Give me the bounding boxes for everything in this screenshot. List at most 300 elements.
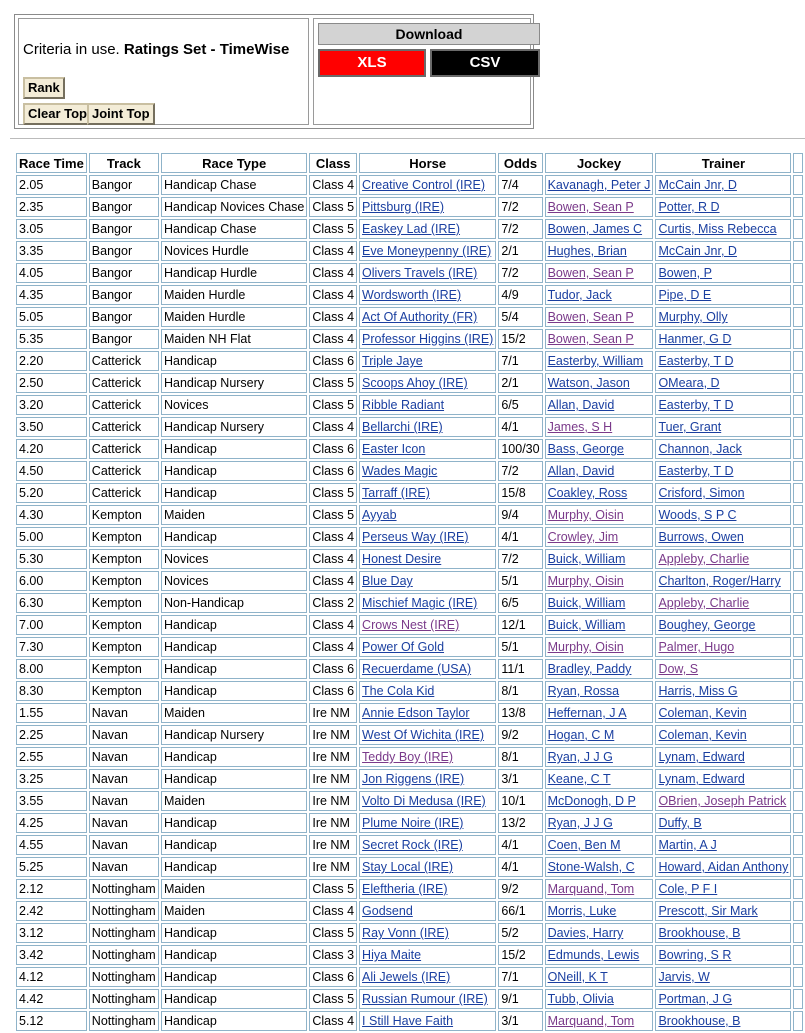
race-type-cell: Handicap (161, 351, 307, 371)
jockey-cell (545, 351, 654, 371)
trainer-cell (655, 263, 791, 283)
jockey-cell (545, 813, 654, 833)
jockey-link[interactable]: Murphy, Oisin (547, 508, 624, 522)
jockey-link[interactable]: Buick, William (547, 596, 626, 610)
trainer-link[interactable]: Crisford, Simon (658, 486, 745, 500)
jockey-cell (545, 835, 654, 855)
horse-cell (359, 769, 496, 789)
jockey-cell (545, 879, 654, 899)
class-cell: Class 4 (309, 1011, 357, 1031)
track-cell: Kempton (89, 681, 159, 701)
race-time-cell: 3.05 (16, 219, 87, 239)
jockey-link[interactable]: Hughes, Brian (547, 244, 627, 258)
trainer-link[interactable]: Coleman, Kevin (658, 706, 747, 720)
horse-link[interactable]: Stay Local (IRE) (362, 860, 454, 874)
trainer-link[interactable]: McCain Jnr, D (658, 244, 737, 258)
horse-link[interactable]: Teddy Boy (IRE) (362, 750, 454, 764)
horse-link[interactable]: Olivers Travels (IRE) (362, 266, 478, 280)
overflow-cell (793, 307, 803, 327)
trainer-link[interactable]: Charlton, Roger/Harry (658, 574, 781, 588)
trainer-link[interactable]: Tuer, Grant (658, 420, 722, 434)
table-row (16, 395, 803, 415)
overflow-cell (793, 835, 803, 855)
race-type-cell: Handicap Nursery (161, 725, 307, 745)
overflow-cell (793, 901, 803, 921)
horse-link[interactable]: Hiya Maite (362, 948, 422, 962)
overflow-cell (793, 681, 803, 701)
race-time-cell: 2.35 (16, 197, 87, 217)
overflow-cell (793, 527, 803, 547)
trainer-link[interactable]: Lynam, Edward (658, 750, 745, 764)
table-row (16, 439, 803, 459)
class-cell: Class 2 (309, 593, 357, 613)
horse-link[interactable]: Ali Jewels (IRE) (362, 970, 451, 984)
odds-cell: 15/2 (498, 945, 542, 965)
horse-link[interactable]: Plume Noire (IRE) (362, 816, 464, 830)
overflow-cell (793, 219, 803, 239)
horse-cell (359, 505, 496, 525)
overflow-cell (793, 659, 803, 679)
overflow-cell (793, 505, 803, 525)
horse-link[interactable]: Eleftheria (IRE) (362, 882, 448, 896)
track-cell: Bangor (89, 175, 159, 195)
jockey-link[interactable]: Bowen, Sean P (547, 310, 634, 324)
download-title: Download (318, 23, 540, 45)
class-cell: Class 5 (309, 505, 357, 525)
jockey-cell (545, 725, 654, 745)
class-cell: Class 4 (309, 329, 357, 349)
horse-link[interactable]: Power Of Gold (362, 640, 445, 654)
class-cell: Class 6 (309, 681, 357, 701)
class-cell: Class 4 (309, 901, 357, 921)
trainer-link[interactable]: Easterby, T D (658, 398, 734, 412)
race-type-cell: Maiden (161, 901, 307, 921)
trainer-link[interactable]: Martin, A J (658, 838, 717, 852)
horse-link[interactable]: Wades Magic (362, 464, 438, 478)
table-row (16, 791, 803, 811)
horse-link[interactable]: West Of Wichita (IRE) (362, 728, 485, 742)
track-cell: Navan (89, 791, 159, 811)
trainer-cell (655, 219, 791, 239)
race-type-cell: Maiden Hurdle (161, 307, 307, 327)
jockey-cell (545, 637, 654, 657)
jockey-link[interactable]: ONeill, K T (547, 970, 608, 984)
trainer-link[interactable]: Coleman, Kevin (658, 728, 747, 742)
trainer-link[interactable]: Curtis, Miss Rebecca (658, 222, 777, 236)
race-type-cell: Novices (161, 571, 307, 591)
horse-link[interactable]: Secret Rock (IRE) (362, 838, 463, 852)
odds-cell: 15/2 (498, 329, 542, 349)
jockey-cell (545, 967, 654, 987)
track-cell: Kempton (89, 615, 159, 635)
horse-cell (359, 439, 496, 459)
race-type-cell: Handicap Chase (161, 219, 307, 239)
horse-cell (359, 857, 496, 877)
race-time-cell: 3.12 (16, 923, 87, 943)
table-row (16, 615, 803, 635)
horse-cell (359, 285, 496, 305)
jockey-link[interactable]: Stone-Walsh, C (547, 860, 635, 874)
horse-link[interactable]: Creative Control (IRE) (362, 178, 485, 192)
trainer-link[interactable]: Harris, Miss G (658, 684, 738, 698)
horse-link[interactable]: Godsend (362, 904, 413, 918)
race-time-cell: 3.35 (16, 241, 87, 261)
overflow-cell (793, 879, 803, 899)
table-row (16, 351, 803, 371)
horse-cell (359, 549, 496, 569)
class-cell: Class 4 (309, 175, 357, 195)
jockey-link[interactable]: Davies, Harry (547, 926, 624, 940)
horse-link[interactable]: Tarraff (IRE) (362, 486, 430, 500)
track-cell: Bangor (89, 263, 159, 283)
horse-link[interactable]: Bellarchi (IRE) (362, 420, 443, 434)
horse-link[interactable]: Crows Nest (IRE) (362, 618, 460, 632)
horse-cell (359, 1011, 496, 1031)
horse-link[interactable]: Pittsburg (IRE) (362, 200, 445, 214)
trainer-link[interactable]: Burrows, Owen (658, 530, 744, 544)
horse-link[interactable]: Blue Day (362, 574, 413, 588)
horse-link[interactable]: Ray Vonn (IRE) (362, 926, 449, 940)
trainer-link[interactable]: Hanmer, G D (658, 332, 732, 346)
jockey-cell (545, 197, 654, 217)
horse-link[interactable]: The Cola Kid (362, 684, 435, 698)
track-cell: Kempton (89, 637, 159, 657)
odds-cell: 2/1 (498, 241, 542, 261)
trainer-link[interactable]: Boughey, George (658, 618, 756, 632)
trainer-cell (655, 241, 791, 261)
odds-cell: 4/9 (498, 285, 542, 305)
jockey-link[interactable]: Bradley, Paddy (547, 662, 632, 676)
odds-cell: 8/1 (498, 681, 542, 701)
horse-link[interactable]: Easter Icon (362, 442, 426, 456)
jockey-cell (545, 857, 654, 877)
jockey-link[interactable]: Allan, David (547, 398, 615, 412)
trainer-link[interactable]: Woods, S P C (658, 508, 737, 522)
trainer-cell (655, 175, 791, 195)
odds-cell: 3/1 (498, 769, 542, 789)
jockey-link[interactable]: Ryan, J J G (547, 816, 613, 830)
race-type-cell: Handicap (161, 923, 307, 943)
table-row (16, 527, 803, 547)
table-row (16, 703, 803, 723)
jockey-link[interactable]: Bass, George (547, 442, 625, 456)
race-time-cell: 5.05 (16, 307, 87, 327)
horse-link[interactable]: Easkey Lad (IRE) (362, 222, 461, 236)
horse-cell (359, 813, 496, 833)
jockey-link[interactable]: Tudor, Jack (547, 288, 612, 302)
class-cell: Ire NM (309, 791, 357, 811)
jockey-cell (545, 527, 654, 547)
trainer-link[interactable]: Easterby, T D (658, 464, 734, 478)
table-row (16, 637, 803, 657)
trainer-link[interactable]: Lynam, Edward (658, 772, 745, 786)
race-time-cell: 5.25 (16, 857, 87, 877)
class-cell: Class 4 (309, 263, 357, 283)
horse-cell (359, 945, 496, 965)
jockey-link[interactable]: James, S H (547, 420, 613, 434)
odds-cell: 5/1 (498, 571, 542, 591)
joint-top-button[interactable]: Joint Top (87, 103, 155, 125)
trainer-link[interactable]: Bowring, S R (658, 948, 732, 962)
jockey-link[interactable]: Keane, C T (547, 772, 611, 786)
trainer-link[interactable]: Dow, S (658, 662, 699, 676)
overflow-cell (793, 813, 803, 833)
horse-cell (359, 373, 496, 393)
jockey-link[interactable]: Coen, Ben M (547, 838, 621, 852)
overflow-cell (793, 945, 803, 965)
jockey-link[interactable]: Allan, David (547, 464, 615, 478)
horse-cell (359, 175, 496, 195)
jockey-cell (545, 769, 654, 789)
race-time-cell: 4.12 (16, 967, 87, 987)
trainer-link[interactable]: Brookhouse, B (658, 1014, 741, 1028)
jockey-link[interactable]: Kavanagh, Peter J (547, 178, 651, 192)
race-type-cell: Handicap (161, 527, 307, 547)
divider (10, 138, 805, 139)
horse-cell (359, 527, 496, 547)
trainer-link[interactable]: OMeara, D (658, 376, 720, 390)
jockey-link[interactable]: Ryan, Rossa (547, 684, 620, 698)
table-row (16, 659, 803, 679)
table-row (16, 593, 803, 613)
race-time-cell: 3.25 (16, 769, 87, 789)
jockey-link[interactable]: Morris, Luke (547, 904, 617, 918)
jockey-cell (545, 439, 654, 459)
header-track[interactable]: Track (89, 153, 159, 173)
horse-link[interactable]: Volto Di Medusa (IRE) (362, 794, 486, 808)
jockey-cell (545, 285, 654, 305)
horse-link[interactable]: Recuerdame (USA) (362, 662, 472, 676)
jockey-link[interactable]: Bowen, Sean P (547, 200, 634, 214)
jockey-link[interactable]: Watson, Jason (547, 376, 630, 390)
trainer-link[interactable]: Prescott, Sir Mark (658, 904, 758, 918)
overflow-cell (793, 923, 803, 943)
horse-link[interactable]: Honest Desire (362, 552, 442, 566)
trainer-link[interactable]: Appleby, Charlie (658, 552, 750, 566)
jockey-cell (545, 593, 654, 613)
header-odds[interactable]: Odds (498, 153, 542, 173)
odds-cell: 7/2 (498, 197, 542, 217)
trainer-link[interactable]: Brookhouse, B (658, 926, 741, 940)
jockey-link[interactable]: Bowen, Sean P (547, 332, 634, 346)
jockey-cell (545, 791, 654, 811)
race-time-cell: 1.55 (16, 703, 87, 723)
trainer-link[interactable]: Portman, J G (658, 992, 733, 1006)
trainer-link[interactable]: Howard, Aidan Anthony (658, 860, 789, 874)
horse-link[interactable]: Eve Moneypenny (IRE) (362, 244, 492, 258)
trainer-cell (655, 835, 791, 855)
horse-link[interactable]: Scoops Ahoy (IRE) (362, 376, 468, 390)
header-jockey[interactable]: Jockey (545, 153, 654, 173)
race-type-cell: Handicap (161, 747, 307, 767)
overflow-cell (793, 373, 803, 393)
horse-cell (359, 637, 496, 657)
table-header-row (16, 153, 803, 173)
race-time-cell: 3.42 (16, 945, 87, 965)
trainer-cell (655, 769, 791, 789)
criteria-name: Ratings Set - TimeWise (123, 41, 290, 58)
jockey-link[interactable]: Heffernan, J A (547, 706, 627, 720)
race-time-cell: 3.20 (16, 395, 87, 415)
horse-link[interactable]: Perseus Way (IRE) (362, 530, 469, 544)
class-cell: Class 5 (309, 879, 357, 899)
race-time-cell: 7.00 (16, 615, 87, 635)
track-cell: Catterick (89, 417, 159, 437)
jockey-link[interactable]: Murphy, Oisin (547, 574, 624, 588)
trainer-cell (655, 857, 791, 877)
horse-link[interactable]: Ribble Radiant (362, 398, 445, 412)
table-row (16, 725, 803, 745)
trainer-cell (655, 791, 791, 811)
horse-link[interactable]: Triple Jaye (362, 354, 423, 368)
trainer-link[interactable]: McCain Jnr, D (658, 178, 737, 192)
table-row (16, 263, 803, 283)
trainer-link[interactable]: Murphy, Olly (658, 310, 728, 324)
criteria-panel (14, 14, 534, 129)
jockey-link[interactable]: Bowen, James C (547, 222, 643, 236)
track-cell: Navan (89, 747, 159, 767)
table-row (16, 1011, 803, 1031)
table-row (16, 307, 803, 327)
horse-link[interactable]: Annie Edson Taylor (362, 706, 470, 720)
horse-link[interactable]: Wordsworth (IRE) (362, 288, 462, 302)
class-cell: Class 6 (309, 351, 357, 371)
overflow-cell (793, 703, 803, 723)
header-overflow (793, 153, 803, 173)
trainer-link[interactable]: OBrien, Joseph Patrick (658, 794, 787, 808)
jockey-link[interactable]: Crowley, Jim (547, 530, 619, 544)
jockey-cell (545, 549, 654, 569)
odds-cell: 2/1 (498, 373, 542, 393)
trainer-link[interactable]: Appleby, Charlie (658, 596, 750, 610)
trainer-cell (655, 923, 791, 943)
jockey-link[interactable]: Easterby, William (547, 354, 644, 368)
trainer-cell (655, 725, 791, 745)
class-cell: Class 5 (309, 197, 357, 217)
odds-cell: 7/2 (498, 549, 542, 569)
odds-cell: 7/2 (498, 219, 542, 239)
jockey-link[interactable]: Murphy, Oisin (547, 640, 624, 654)
jockey-cell (545, 681, 654, 701)
race-type-cell: Novices (161, 395, 307, 415)
jockey-link[interactable]: Buick, William (547, 552, 626, 566)
jockey-link[interactable]: Hogan, C M (547, 728, 615, 742)
overflow-cell (793, 857, 803, 877)
race-type-cell: Handicap (161, 659, 307, 679)
criteria-cell (18, 18, 309, 125)
overflow-cell (793, 549, 803, 569)
horse-cell (359, 989, 496, 1009)
race-time-cell: 4.20 (16, 439, 87, 459)
class-cell: Class 4 (309, 417, 357, 437)
horse-link[interactable]: Professor Higgins (IRE) (362, 332, 494, 346)
odds-cell: 5/4 (498, 307, 542, 327)
race-time-cell: 3.50 (16, 417, 87, 437)
race-type-cell: Handicap (161, 483, 307, 503)
race-time-cell: 5.30 (16, 549, 87, 569)
xls-download-button[interactable]: XLS (318, 49, 426, 77)
jockey-link[interactable]: Bowen, Sean P (547, 266, 634, 280)
track-cell: Catterick (89, 395, 159, 415)
trainer-link[interactable]: Channon, Jack (658, 442, 742, 456)
jockey-link[interactable]: Buick, William (547, 618, 626, 632)
race-type-cell: Handicap (161, 967, 307, 987)
csv-download-button[interactable]: CSV (430, 49, 540, 77)
track-cell: Bangor (89, 307, 159, 327)
class-cell: Class 5 (309, 395, 357, 415)
trainer-link[interactable]: Easterby, T D (658, 354, 734, 368)
track-cell: Nottingham (89, 945, 159, 965)
jockey-link[interactable]: Coakley, Ross (547, 486, 628, 500)
trainer-cell (655, 395, 791, 415)
horse-link[interactable]: Ayyab (362, 508, 397, 522)
jockey-link[interactable]: Marquand, Tom (547, 882, 635, 896)
overflow-cell (793, 791, 803, 811)
trainer-link[interactable]: Pipe, D E (658, 288, 712, 302)
jockey-link[interactable]: Edmunds, Lewis (547, 948, 640, 962)
race-time-cell: 5.35 (16, 329, 87, 349)
jockey-link[interactable]: Marquand, Tom (547, 1014, 635, 1028)
trainer-cell (655, 901, 791, 921)
horse-link[interactable]: I Still Have Faith (362, 1014, 454, 1028)
header-race-time[interactable]: Race Time (16, 153, 87, 173)
overflow-cell (793, 329, 803, 349)
rank-button[interactable]: Rank (23, 77, 65, 99)
overflow-cell (793, 747, 803, 767)
table-row (16, 769, 803, 789)
trainer-link[interactable]: Duffy, B (658, 816, 702, 830)
odds-cell: 7/1 (498, 351, 542, 371)
jockey-cell (545, 483, 654, 503)
trainer-link[interactable]: Jarvis, W (658, 970, 710, 984)
race-type-cell: Handicap (161, 857, 307, 877)
race-type-cell: Handicap Nursery (161, 417, 307, 437)
header-race-type[interactable]: Race Type (161, 153, 307, 173)
overflow-cell (793, 615, 803, 635)
odds-cell: 12/1 (498, 615, 542, 635)
clear-top-button[interactable]: Clear Top (23, 103, 92, 125)
trainer-link[interactable]: Cole, P F I (658, 882, 718, 896)
horse-cell (359, 791, 496, 811)
horse-link[interactable]: Jon Riggens (IRE) (362, 772, 465, 786)
horse-link[interactable]: Russian Rumour (IRE) (362, 992, 488, 1006)
jockey-cell (545, 175, 654, 195)
jockey-link[interactable]: McDonogh, D P (547, 794, 636, 808)
header-horse[interactable]: Horse (359, 153, 496, 173)
header-trainer[interactable]: Trainer (655, 153, 791, 173)
horse-link[interactable]: Mischief Magic (IRE) (362, 596, 478, 610)
jockey-cell (545, 703, 654, 723)
overflow-cell (793, 483, 803, 503)
overflow-cell (793, 725, 803, 745)
horse-link[interactable]: Act Of Authority (FR) (362, 310, 478, 324)
header-class[interactable]: Class (309, 153, 357, 173)
class-cell: Class 4 (309, 571, 357, 591)
class-cell: Class 4 (309, 307, 357, 327)
odds-cell: 9/4 (498, 505, 542, 525)
track-cell: Bangor (89, 197, 159, 217)
odds-cell: 6/5 (498, 395, 542, 415)
jockey-link[interactable]: Ryan, J J G (547, 750, 613, 764)
horse-cell (359, 351, 496, 371)
trainer-link[interactable]: Potter, R D (658, 200, 720, 214)
trainer-cell (655, 615, 791, 635)
race-time-cell: 4.55 (16, 835, 87, 855)
table-row (16, 505, 803, 525)
jockey-link[interactable]: Tubb, Olivia (547, 992, 614, 1006)
trainer-link[interactable]: Palmer, Hugo (658, 640, 735, 654)
trainer-link[interactable]: Bowen, P (658, 266, 712, 280)
